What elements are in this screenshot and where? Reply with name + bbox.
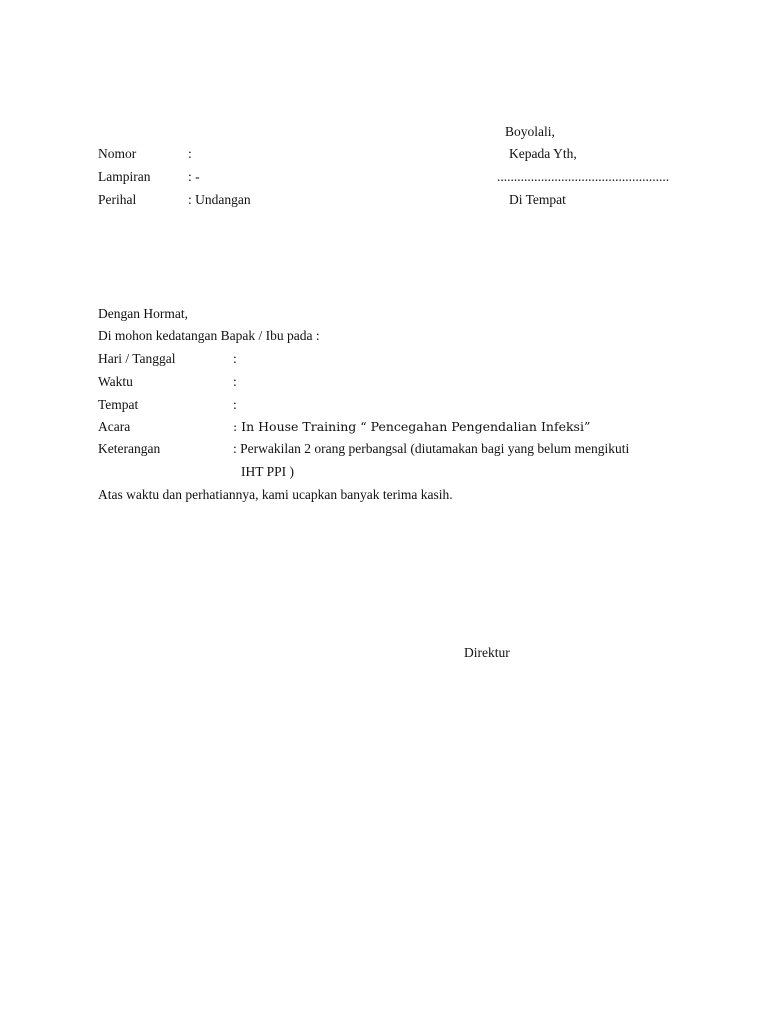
perihal-value: : Undangan	[188, 192, 251, 207]
recipient-greeting: Kepada Yth,	[509, 146, 577, 161]
detail-label-waktu: Waktu	[98, 374, 133, 389]
detail-label-tempat: Tempat	[98, 397, 139, 412]
detail-label-acara: Acara	[98, 419, 131, 434]
recipient-name-blank: ...................................................	[497, 169, 670, 184]
nomor-value: :	[188, 146, 192, 161]
detail-value-acara: : In House Training “ Pencegahan Pengendalian Infeksi”	[233, 419, 591, 434]
detail-label-hari-tanggal: Hari / Tanggal	[98, 351, 176, 366]
perihal-label: Perihal	[98, 192, 137, 207]
place-date: Boyolali,	[505, 124, 555, 139]
detail-label-keterangan: Keterangan	[98, 441, 161, 456]
closing-line: Atas waktu dan perhatiannya, kami ucapkan banyak terima kasih.	[98, 487, 453, 502]
lampiran-value: : -	[188, 169, 200, 184]
intro-line: Di mohon kedatangan Bapak / Ibu pada :	[98, 328, 320, 343]
nomor-label: Nomor	[98, 146, 137, 161]
detail-value-hari-tanggal: :	[233, 351, 237, 366]
detail-value-keterangan: : Perwakilan 2 orang perbangsal (diutamakan bagi yang belum mengikuti	[233, 441, 630, 456]
signature-title: Direktur	[464, 645, 510, 660]
detail-value-keterangan-continuation: IHT PPI )	[241, 464, 295, 479]
greeting: Dengan Hormat,	[98, 306, 188, 321]
detail-value-waktu: :	[233, 374, 237, 389]
lampiran-label: Lampiran	[98, 169, 151, 184]
detail-value-tempat: :	[233, 397, 237, 412]
recipient-location: Di Tempat	[509, 192, 566, 207]
